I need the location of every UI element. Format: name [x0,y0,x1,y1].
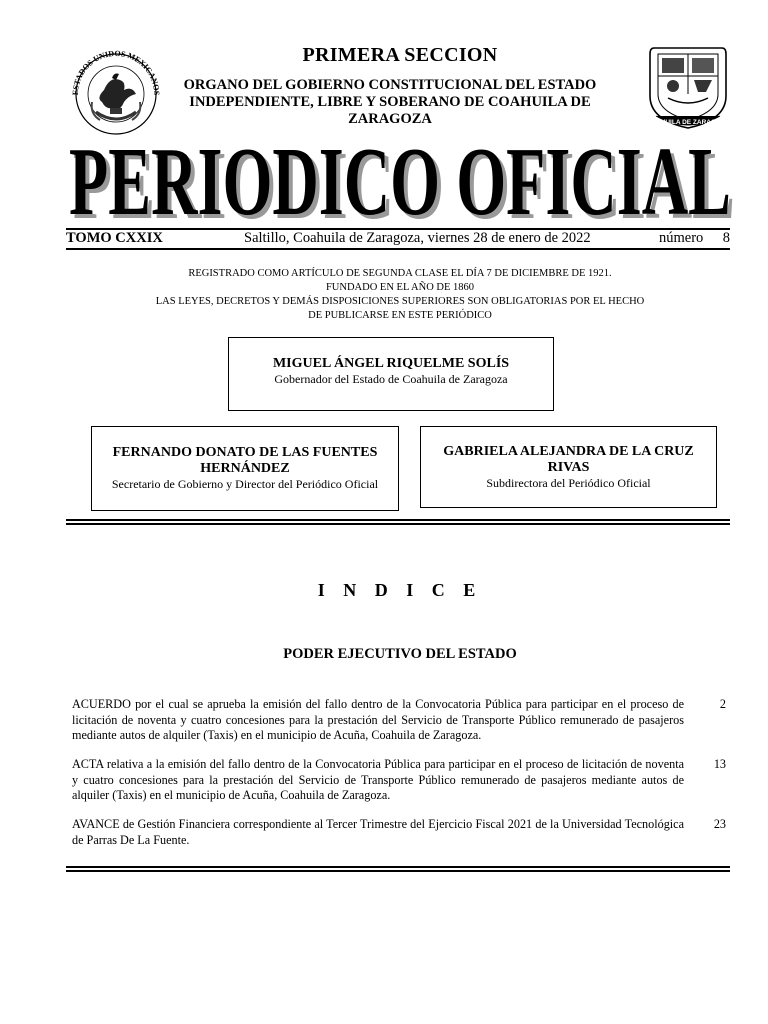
registro-line: REGISTRADO COMO ARTÍCULO DE SEGUNDA CLASE EL DÍA 7 DE DICIEMBRE DE 1921. [188,268,612,279]
svg-text:COAHUILA DE ZARAGOZA: COAHUILA DE ZARAGOZA [646,119,730,126]
secretary-role: Secretario de Gobierno y Director del Periódico Oficial [111,477,379,491]
index-entry-text[interactable]: ACTA relativa a la emisión del fallo dentro de la Convocatoria Pública para participar en el proceso de licitación de noventa y cuatro concesiones para la prestación del Servicio de Transporte Público remunerado de pasajeros mediante autos de alquiler (Taxis) en el municipio de Acuña, Coahuila de Zaragoza. [72,757,684,802]
mexico-coat-of-arms-seal [66,42,166,136]
index-entry-page[interactable]: 2 [719,697,726,711]
registro-line: LAS LEYES, DECRETOS Y DEMÁS DISPOSICIONES SUPERIORES SON OBLIGATORIAS POR EL HECHO [155,296,645,307]
coahuila-shield-seal [646,42,730,130]
svg-text:ESTADOS UNIDOS MEXICANOS: ESTADOS UNIDOS MEXICANOS [70,48,162,96]
masthead-text: PERIODICO OFICIAL [69,128,731,228]
registration-notice [80,267,720,323]
tomo: TOMO CXXIX [66,230,163,246]
governor-name: MIGUEL ÁNGEL RIQUELME SOLÍS [272,356,510,371]
index-entry-page[interactable]: 13 [713,757,726,771]
numero-label: número [659,230,704,246]
masthead-shadow: PERIODICO OFICIAL [73,132,735,228]
double-rule-top [66,519,730,525]
index-entry-page[interactable]: 23 [713,817,726,831]
edition-bar [66,228,730,250]
registro-line: FUNDADO EN EL AÑO DE 1860 [325,282,475,293]
secretary-name: FERNANDO DONATO DE LAS FUENTES HERNÁNDEZ [112,445,378,476]
subdirector-box [420,426,717,508]
index-entry-text[interactable]: ACUERDO por el cual se aprueba la emisión del fallo dentro de la Convocatoria Pública para participar en el proceso de licitación de noventa y cuatro concesiones para la prestación del Servicio de Transporte Público remunerado de pasajeros mediante autos de alquiler (Taxis) en el municipio de Acuña, Coahuila de Zaragoza. [72,697,684,742]
place-date: Saltillo, Coahuila de Zaragoza, viernes 28 de enero de 2022 [244,230,591,246]
organo-subtitle: ORGANO DEL GOBIERNO CONSTITUCIONAL DEL ESTADO INDEPENDIENTE, LIBRE Y SOBERANO DE COAHUILA DE ZARAGOZA [183,77,597,127]
subdirector-role: Subdirectora del Periódico Oficial [486,476,651,490]
governor-role: Gobernador del Estado de Coahuila de Zaragoza [274,372,508,386]
secretary-box [91,426,399,511]
index-section-heading: PODER EJECUTIVO DEL ESTADO [283,646,517,662]
numero-value: 8 [722,230,730,246]
governor-box [228,337,554,411]
registro-line: DE PUBLICARSE EN ESTE PERIÓDICO [308,310,492,321]
index-entry-text[interactable]: AVANCE de Gestión Financiera correspondiente al Tercer Trimestre del Ejercicio Fiscal 2021 de la Universidad Tecnológica de Parras De La Fuente. [72,817,684,847]
index-title: I N D I C E [317,580,483,600]
double-rule-bottom [66,866,730,872]
section-label: PRIMERA SECCION [302,44,498,66]
subdirector-name: GABRIELA ALEJANDRA DE LA CRUZ RIVAS [443,444,694,475]
masthead-title [60,128,740,228]
